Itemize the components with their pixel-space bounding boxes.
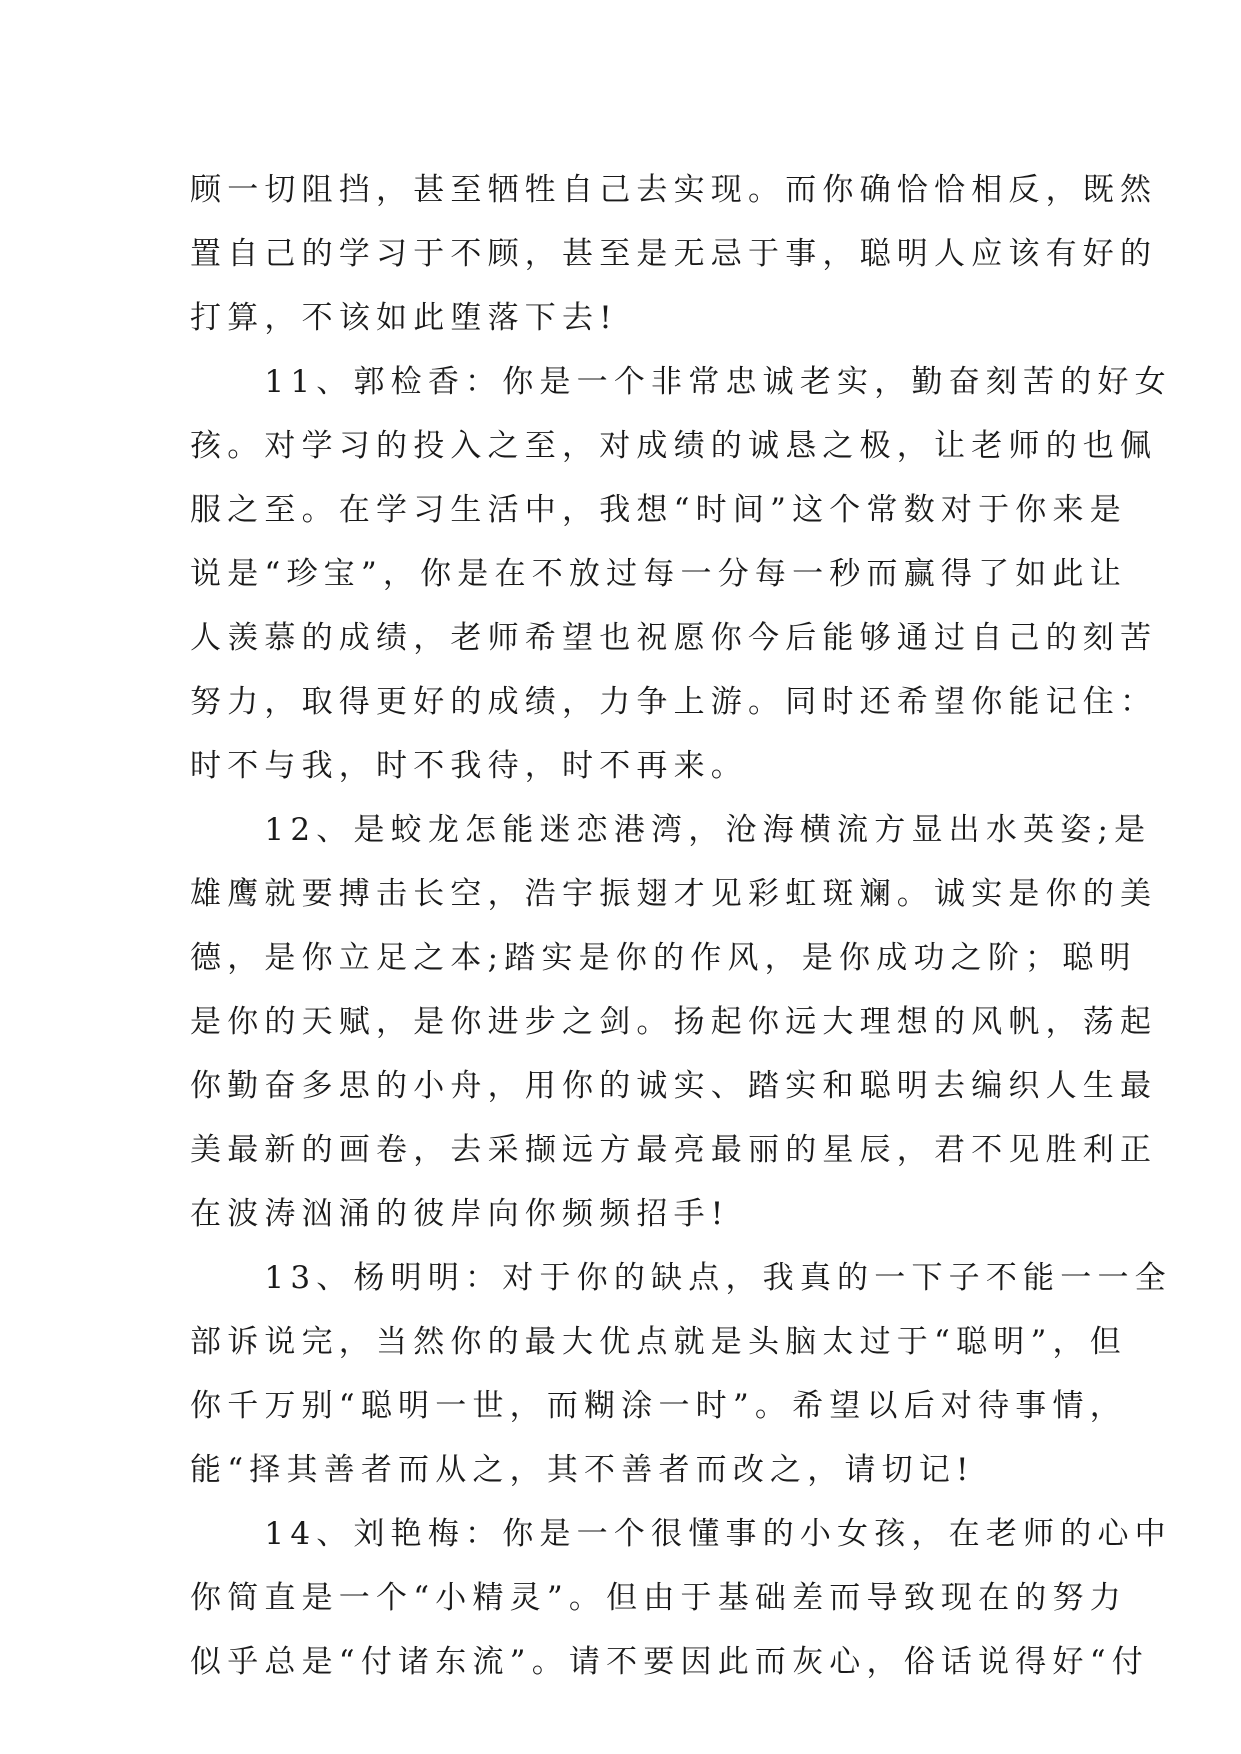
text-line: 你千万别“聪明一世，而糊涂一时”。希望以后对待事情， [190,1388,1127,1424]
text-line: 顾一切阻挡，甚至牺牲自己去实现。而你确恰恰相反，既然 [190,172,1158,208]
paragraph-14-start: 14、刘艳梅：你是一个很懂事的小女孩，在老师的心中 [190,1516,1172,1552]
text-line: 置自己的学习于不顾，甚至是无忌于事，聪明人应该有好的 [190,236,1158,272]
text-line: 孩。对学习的投入之至，对成绩的诚恳之极，让老师的也佩 [190,428,1158,464]
text-line: 努力，取得更好的成绩，力争上游。同时还希望你能记住： [190,684,1158,720]
paragraph-12-start: 12、是蛟龙怎能迷恋港湾，沧海横流方显出水英姿;是 [190,812,1152,848]
text-line: 时不与我，时不我待，时不再来。 [190,748,748,784]
text-line: 美最新的画卷，去采撷远方最亮最丽的星辰，君不见胜利正 [190,1132,1158,1168]
text-line: 在波涛汹涌的彼岸向你频频招手! [190,1196,730,1232]
text-line: 人羡慕的成绩，老师希望也祝愿你今后能够通过自己的刻苦 [190,620,1158,656]
text-line: 你勤奋多思的小舟，用你的诚实、踏实和聪明去编织人生最 [190,1068,1158,1104]
document-body [190,158,1172,1694]
text-line: 似乎总是“付诸东流”。请不要因此而灰心，俗话说得好“付 [190,1644,1149,1680]
text-line: 打算，不该如此堕落下去! [190,300,618,336]
paragraph-11-start: 11、郭检香：你是一个非常忠诚老实，勤奋刻苦的好女 [190,364,1172,400]
text-line: 你简直是一个“小精灵”。但由于基础差而导致现在的努力 [190,1580,1127,1616]
text-line: 服之至。在学习生活中，我想“时间”这个常数对于你来是 [190,492,1127,528]
text-line: 部诉说完，当然你的最大优点就是头脑太过于“聪明”，但 [190,1324,1127,1360]
text-line: 能“择其善者而从之，其不善者而改之，请切记! [190,1452,975,1488]
text-line: 说是“珍宝”，你是在不放过每一分每一秒而赢得了如此让 [190,556,1127,592]
text-line: 是你的天赋，是你进步之剑。扬起你远大理想的风帆，荡起 [190,1004,1158,1040]
text-line: 雄鹰就要搏击长空，浩宇振翅才见彩虹斑斓。诚实是你的美 [190,876,1158,912]
paragraph-13-start: 13、杨明明：对于你的缺点，我真的一下子不能一一全 [190,1260,1172,1296]
text-line: 德，是你立足之本;踏实是你的作风，是你成功之阶；聪明 [190,940,1137,976]
